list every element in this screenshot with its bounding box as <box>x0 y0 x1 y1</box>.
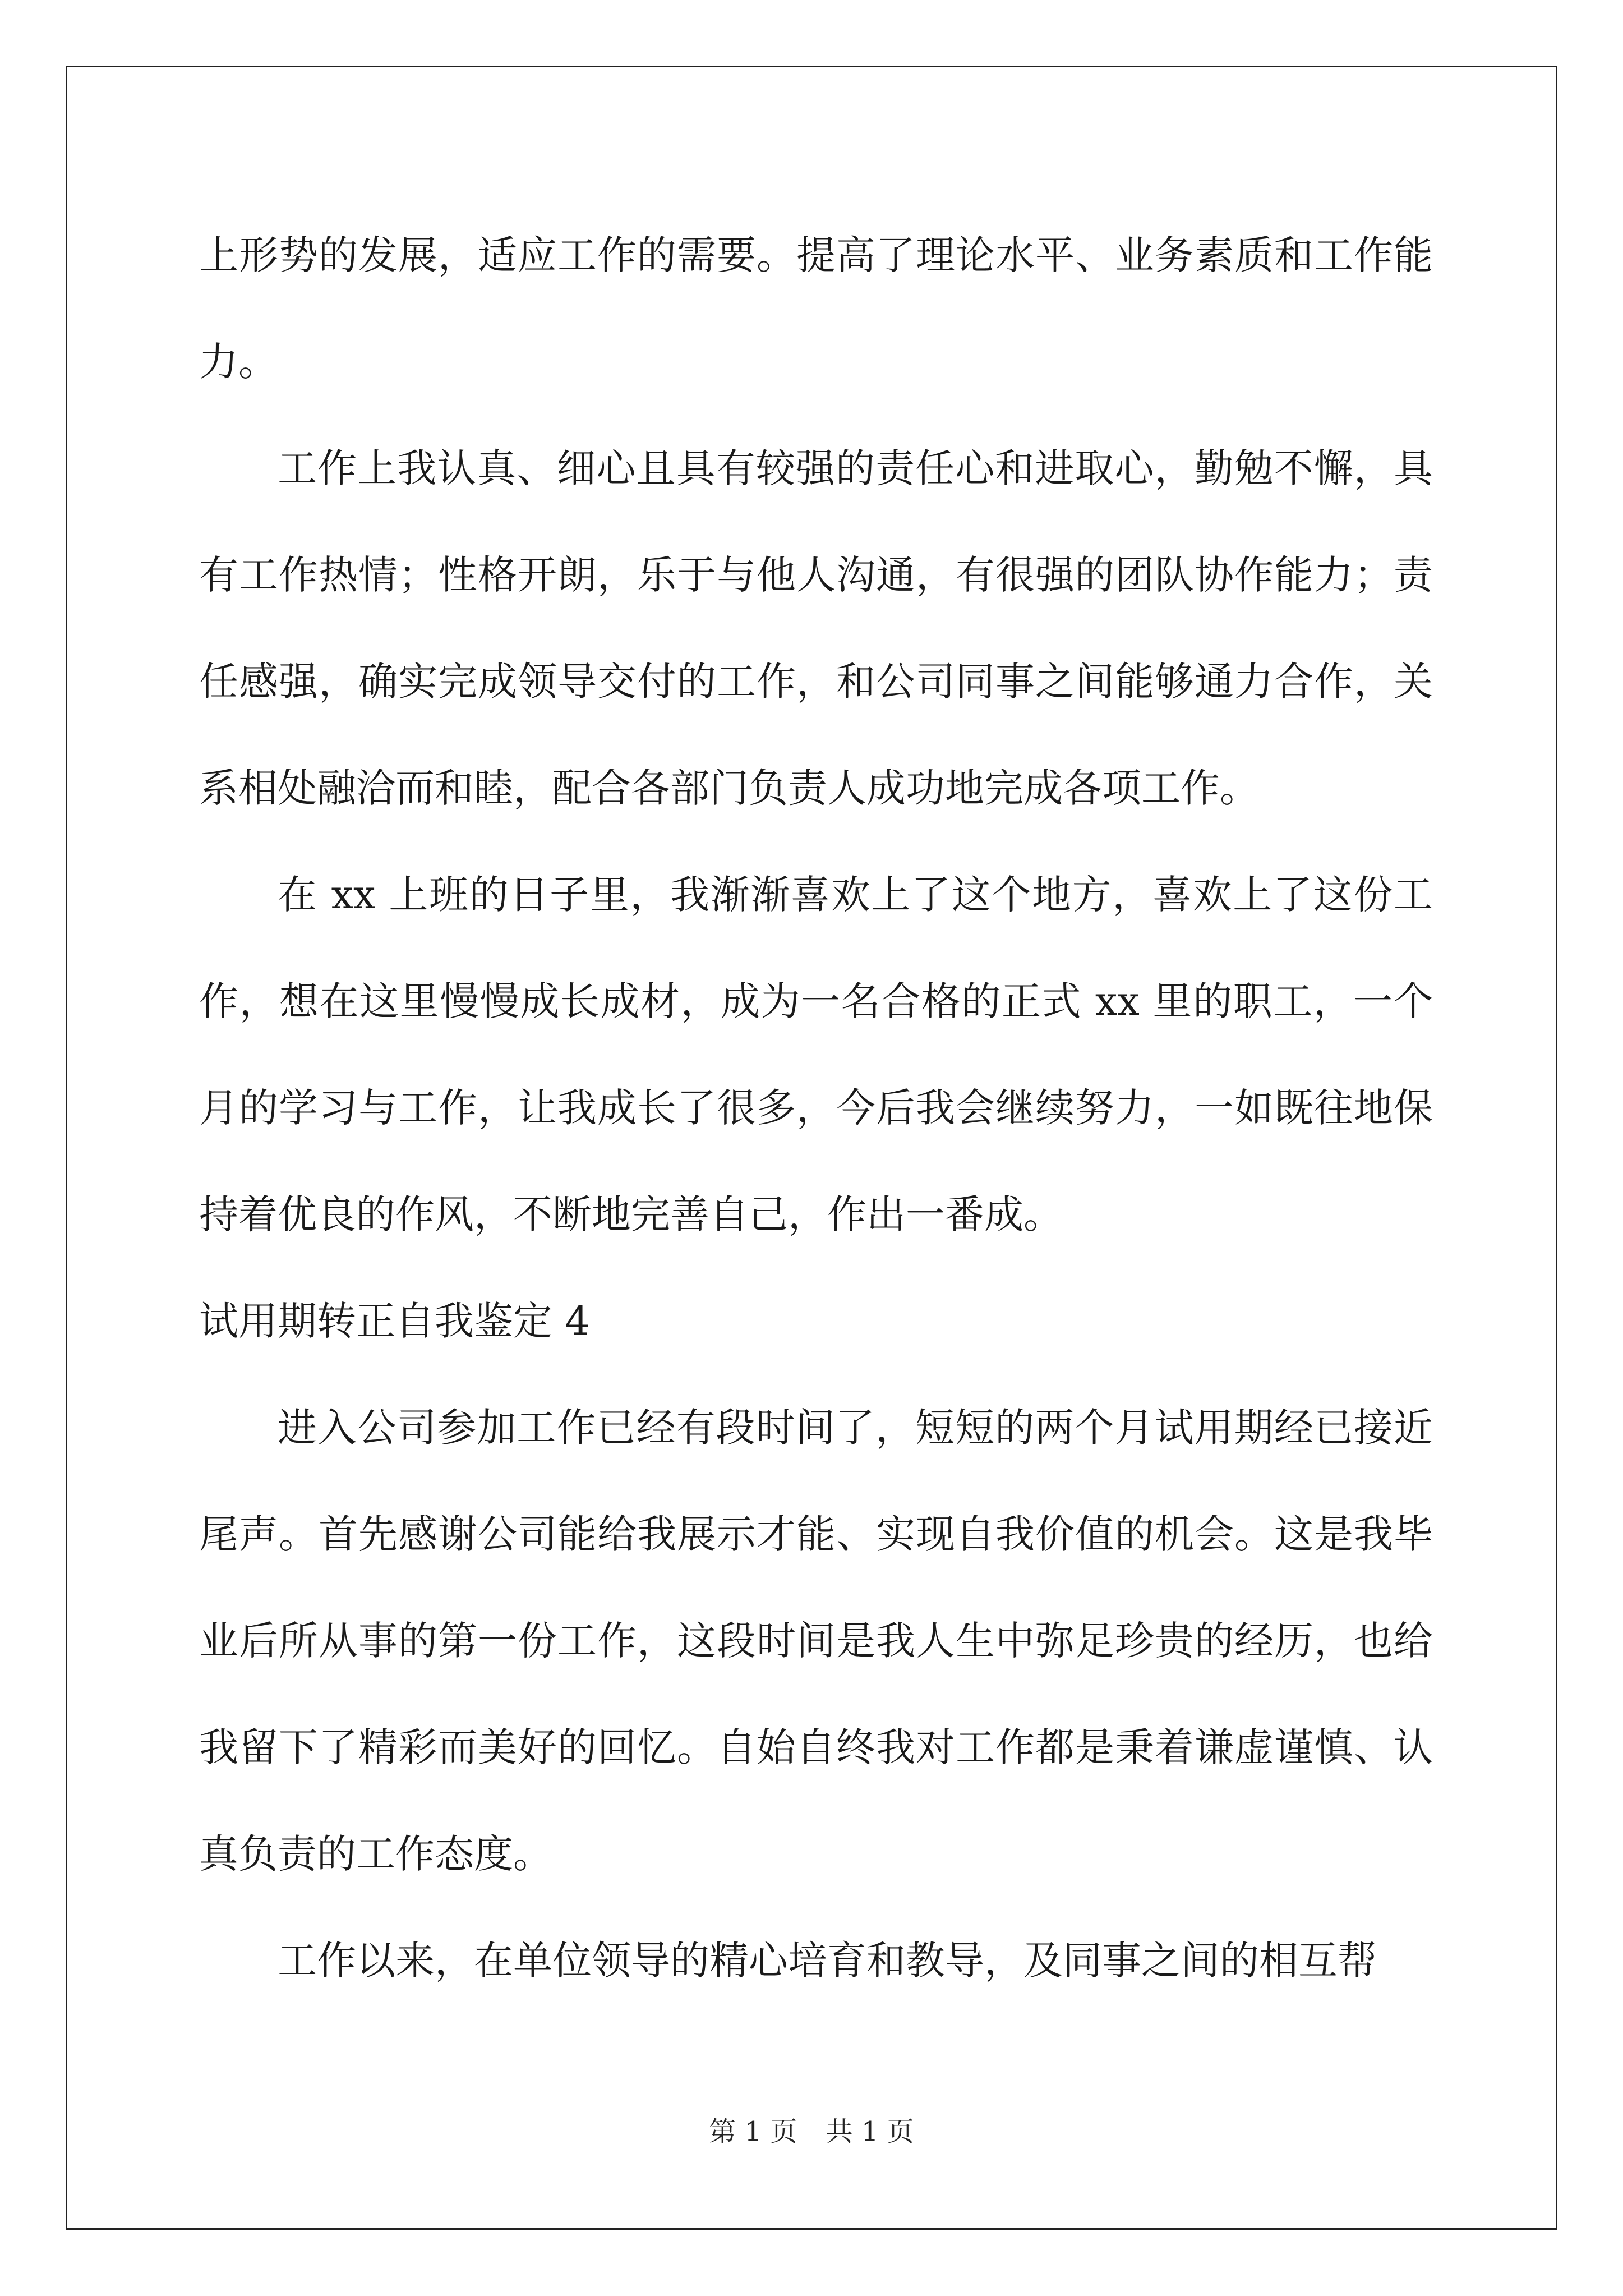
section-heading: 试用期转正自我鉴定 4 <box>199 1298 590 1344</box>
paragraph-1: 上形势的发展，适应工作的需要。提高了理论水平、业务素质和工作能力。 <box>199 232 1433 385</box>
page-total: 共 1 页 <box>826 2116 914 2147</box>
paragraph-3: 在 xx 上班的日子里，我渐渐喜欢上了这个地方，喜欢上了这份工作，想在这里慢慢成长成材，成为一名合格的正式 xx 里的职工，一个月的学习与工作，让我成长了很多，今后我会继续努力，一如既往地保持着优良的作风，不断地完善自己，作出一番成。 <box>199 872 1433 1237</box>
page-footer <box>0 2115 1623 2148</box>
document-body <box>199 202 1433 2014</box>
paragraph-5: 工作以来，在单位领导的精心培育和教导，及同事之间的相互帮 <box>278 1938 1377 1984</box>
page-number: 第 1 页 <box>709 2116 797 2147</box>
paragraph-4: 进入公司参加工作已经有段时间了，短短的两个月试用期经已接近尾声。首先感谢公司能给我展示才能、实现自我价值的机会。这是我毕业后所从事的第一份工作，这段时间是我人生中弥足珍贵的经历，也给我留下了精彩而美好的回忆。自始自终我对工作都是秉着谦虚谨慎、认真负责的工作态度。 <box>199 1405 1433 1877</box>
paragraph-2: 工作上我认真、细心且具有较强的责任心和进取心，勤勉不懈，具有工作热情；性格开朗，乐于与他人沟通，有很强的团队协作能力；责任感强，确实完成领导交付的工作，和公司同事之间能够通力合作，关系相处融洽而和睦，配合各部门负责人成功地完成各项工作。 <box>199 445 1433 811</box>
